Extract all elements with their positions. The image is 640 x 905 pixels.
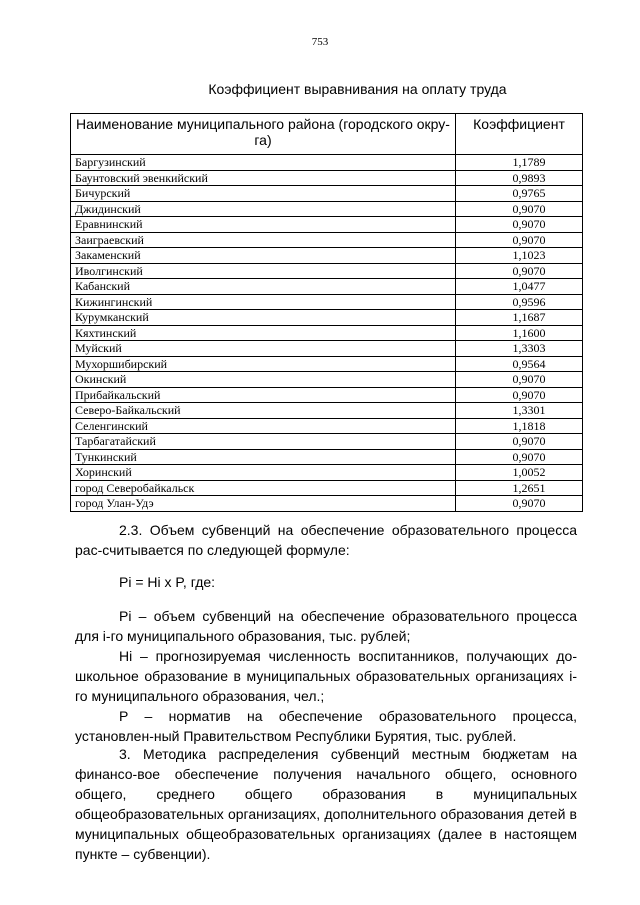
district-name: Иволгинский xyxy=(71,263,456,279)
definition-p: P – норматив на обеспечение образовательного процесса, установлен-ный Правительством Республики Бурятия, тыс. рублей. xyxy=(75,708,577,744)
district-name: Заиграевский xyxy=(71,232,456,248)
definitions xyxy=(75,606,577,746)
coefficient-value: 0,9070 xyxy=(456,372,583,388)
table-row xyxy=(71,310,583,326)
table-row xyxy=(71,434,583,450)
table-row xyxy=(71,356,583,372)
coefficient-value: 1,1687 xyxy=(456,310,583,326)
table-row xyxy=(71,170,583,186)
definition-pi: Pi – объем субвенций на обеспечение образовательного процесса для i-го муниципального образования, тыс. рублей; xyxy=(75,608,577,644)
coefficient-value: 0,9765 xyxy=(456,186,583,202)
table-row xyxy=(71,232,583,248)
district-name: Селенгинский xyxy=(71,418,456,434)
district-name: Кабанский xyxy=(71,279,456,295)
table-row xyxy=(71,155,583,171)
header-name: Наименование муниципального района (городского окру-га) xyxy=(71,114,456,155)
district-name: Джидинский xyxy=(71,201,456,217)
table-row xyxy=(71,263,583,279)
coefficient-value: 0,9893 xyxy=(456,170,583,186)
district-name: Хоринский xyxy=(71,465,456,481)
district-name: Северо-Байкальский xyxy=(71,403,456,419)
section-3 xyxy=(75,744,577,864)
district-name: Еравнинский xyxy=(71,217,456,233)
table-row xyxy=(71,480,583,496)
table-row xyxy=(71,372,583,388)
coefficient-table xyxy=(70,113,583,512)
page-number: 753 xyxy=(311,36,329,48)
formula-text: Pi = Hi x P, где: xyxy=(119,574,216,590)
coefficient-value: 1,3301 xyxy=(456,403,583,419)
table-row xyxy=(71,294,583,310)
coefficient-value: 1,1789 xyxy=(456,155,583,171)
district-name: Муйский xyxy=(71,341,456,357)
table-row xyxy=(71,449,583,465)
table-title: Коэффициент выравнивания на оплату труда xyxy=(208,81,507,97)
coefficient-value: 0,9564 xyxy=(456,356,583,372)
district-name: Закаменский xyxy=(71,248,456,264)
district-name: Кяхтинский xyxy=(71,325,456,341)
district-name: Тарбагатайский xyxy=(71,434,456,450)
formula xyxy=(75,572,577,592)
section-3-paragraph: 3. Методика распределения субвенций местным бюджетам на финансо-вое обеспечение получения начального общего, основного общего, среднего общего образования в муниципальных общеобразовательных организациях, дополнительного образования детей в муниципальных общеобразовательных организациях (далее в настоящем пункте – субвенции). xyxy=(75,746,577,862)
table-row xyxy=(71,325,583,341)
coefficient-value: 1,0052 xyxy=(456,465,583,481)
coefficient-value: 0,9070 xyxy=(456,387,583,403)
coefficient-value: 1,0477 xyxy=(456,279,583,295)
coefficient-value: 0,9070 xyxy=(456,232,583,248)
district-name: город Улан-Удэ xyxy=(71,496,456,512)
district-name: Бичурский xyxy=(71,186,456,202)
district-name: Мухоршибирский xyxy=(71,356,456,372)
table-header-row xyxy=(71,114,583,155)
coefficient-value: 0,9070 xyxy=(456,434,583,450)
table-row xyxy=(71,465,583,481)
header-value: Коэффициент xyxy=(456,114,583,155)
coefficient-value: 1,1023 xyxy=(456,248,583,264)
coefficient-value: 1,3303 xyxy=(456,341,583,357)
table-row xyxy=(71,217,583,233)
table-row xyxy=(71,496,583,512)
definition-hi: Hi – прогнозируемая численность воспитанников, получающих до-школьное образование в муниципальных образовательных организациях i-го муниципального образования, чел.; xyxy=(75,648,577,704)
district-name: Окинский xyxy=(71,372,456,388)
table-row xyxy=(71,341,583,357)
coefficient-value: 1,1818 xyxy=(456,418,583,434)
coefficient-value: 1,2651 xyxy=(456,480,583,496)
coefficient-value: 0,9596 xyxy=(456,294,583,310)
table-row xyxy=(71,279,583,295)
district-name: Курумканский xyxy=(71,310,456,326)
table-row xyxy=(71,387,583,403)
district-name: Кижингинский xyxy=(71,294,456,310)
district-name: город Северобайкальск xyxy=(71,480,456,496)
table-row xyxy=(71,201,583,217)
coefficient-value: 0,9070 xyxy=(456,217,583,233)
table-row xyxy=(71,418,583,434)
table-row xyxy=(71,186,583,202)
coefficient-value: 0,9070 xyxy=(456,201,583,217)
coefficient-value: 0,9070 xyxy=(456,449,583,465)
coefficient-value: 0,9070 xyxy=(456,496,583,512)
district-name: Баргузинский xyxy=(71,155,456,171)
paragraph: 2.3. Объем субвенций на обеспечение образовательного процесса рас-считывается по следующей формуле: xyxy=(75,522,577,558)
section-2-3-intro xyxy=(75,520,577,560)
table-row xyxy=(71,403,583,419)
table-row xyxy=(71,248,583,264)
coefficient-value: 0,9070 xyxy=(456,263,583,279)
district-name: Тункинский xyxy=(71,449,456,465)
district-name: Баунтовский эвенкийский xyxy=(71,170,456,186)
district-name: Прибайкальский xyxy=(71,387,456,403)
coefficient-value: 1,1600 xyxy=(456,325,583,341)
